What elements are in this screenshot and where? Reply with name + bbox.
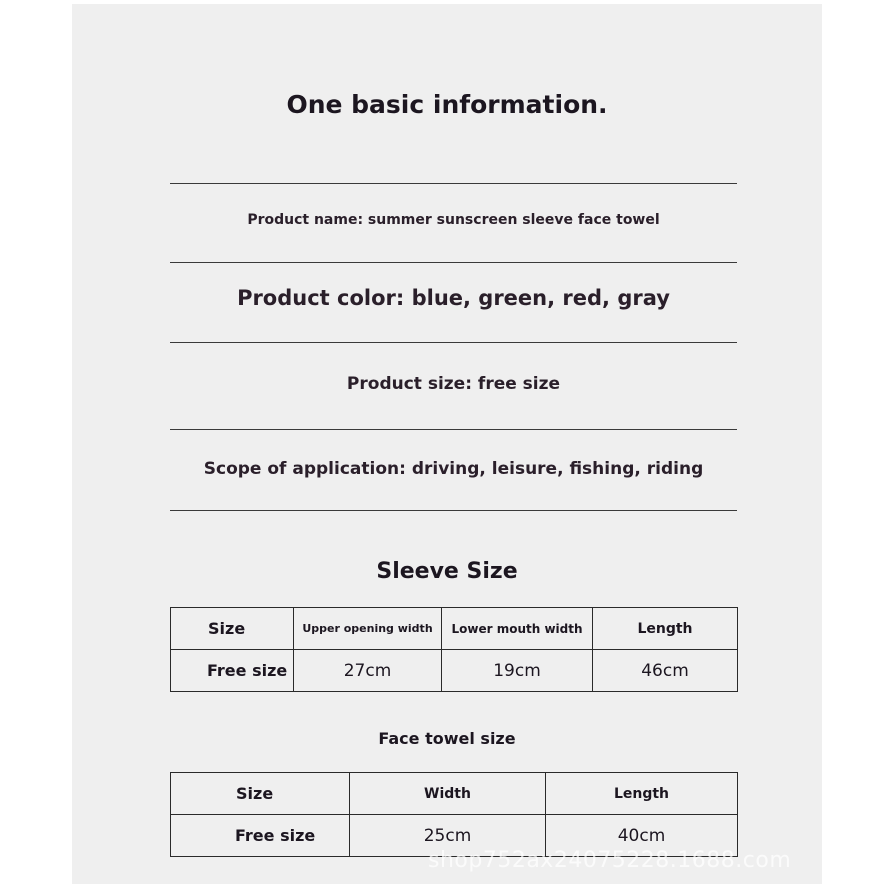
shop-watermark: shop752ax24075228.1688.com — [428, 848, 792, 873]
divider — [170, 342, 737, 343]
row-size: Free size — [171, 815, 350, 857]
scope-of-application: Scope of application: driving, leisure, fishing, riding — [203, 459, 704, 479]
table-header-row — [171, 773, 738, 815]
header-lower-mouth-width: Lower mouth width — [442, 608, 593, 650]
divider — [170, 429, 737, 430]
face-towel-size-title: Face towel size — [378, 729, 516, 748]
sleeve-size-title: Sleeve Size — [376, 559, 518, 584]
header-size: Size — [171, 773, 350, 815]
header-length: Length — [546, 773, 738, 815]
divider — [170, 183, 737, 184]
row-size: Free size — [171, 650, 294, 692]
table-header-row — [171, 608, 738, 650]
divider — [170, 510, 737, 511]
header-size: Size — [171, 608, 294, 650]
length-value: 46cm — [593, 650, 738, 692]
divider — [170, 262, 737, 263]
upper-opening-width-value: 27cm — [294, 650, 442, 692]
product-name: Product name: summer sunscreen sleeve face towel — [247, 212, 660, 228]
table-row — [171, 650, 738, 692]
width-value: 25cm — [350, 815, 546, 857]
header-width: Width — [350, 773, 546, 815]
product-size: Product size: free size — [346, 374, 561, 394]
length-value: 40cm — [546, 815, 738, 857]
page-title: One basic information. — [286, 90, 608, 119]
content-panel — [72, 4, 822, 884]
product-color: Product color: blue, green, red, gray — [237, 286, 670, 310]
sleeve-size-table — [170, 607, 738, 692]
lower-mouth-width-value: 19cm — [442, 650, 593, 692]
face-towel-size-table — [170, 772, 738, 857]
header-upper-opening-width: Upper opening width — [294, 608, 442, 650]
header-length: Length — [593, 608, 738, 650]
